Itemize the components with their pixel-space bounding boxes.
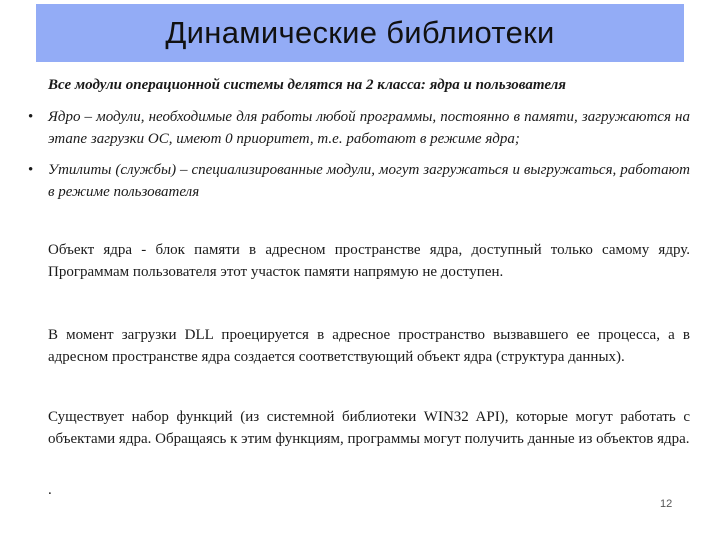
bullet-text-kernel: Ядро – модули, необходимые для работы любой программы, постоянно в памяти, загружаются на этапе загрузки ОС, имеют 0 приоритет, т.е. работают в режиме ядра; bbox=[48, 109, 690, 147]
bullet-marker: • bbox=[28, 109, 34, 125]
paragraph-dll-loading: В момент загрузки DLL проецируется в адресное пространство вызвавшего ее процесса, а в адресном пространстве ядра создается соответствующий объект ядра (структура данных). bbox=[48, 327, 690, 365]
bullet-text-utilities: Утилиты (службы) – специализированные модули, могут загружаться и выгружаться, работают в режиме пользователя bbox=[48, 162, 690, 200]
intro-statement: Все модули операционной системы делятся на 2 класса: ядра и пользователя bbox=[48, 77, 567, 93]
paragraph-win32-api: Существует набор функций (из системной библиотеки WIN32 API), которые могут работать с объектами ядра. Обращаясь к этим функциям, программы могут получить данные из объектов ядра. bbox=[48, 409, 690, 447]
title-bar bbox=[36, 4, 684, 62]
trailing-dot: . bbox=[48, 482, 52, 498]
bullet-item-utilities bbox=[28, 159, 690, 203]
bullet-marker: • bbox=[28, 162, 34, 178]
bullet-item-kernel bbox=[28, 106, 690, 150]
page-number: 12 bbox=[660, 498, 673, 510]
slide-title: Динамические библиотеки bbox=[165, 15, 555, 50]
paragraph-kernel-object: Объект ядра - блок памяти в адресном пространстве ядра, доступный только самому ядру. Программам пользователя этот участок памяти напрямую не доступен. bbox=[48, 242, 690, 280]
bullet-list bbox=[28, 106, 690, 212]
